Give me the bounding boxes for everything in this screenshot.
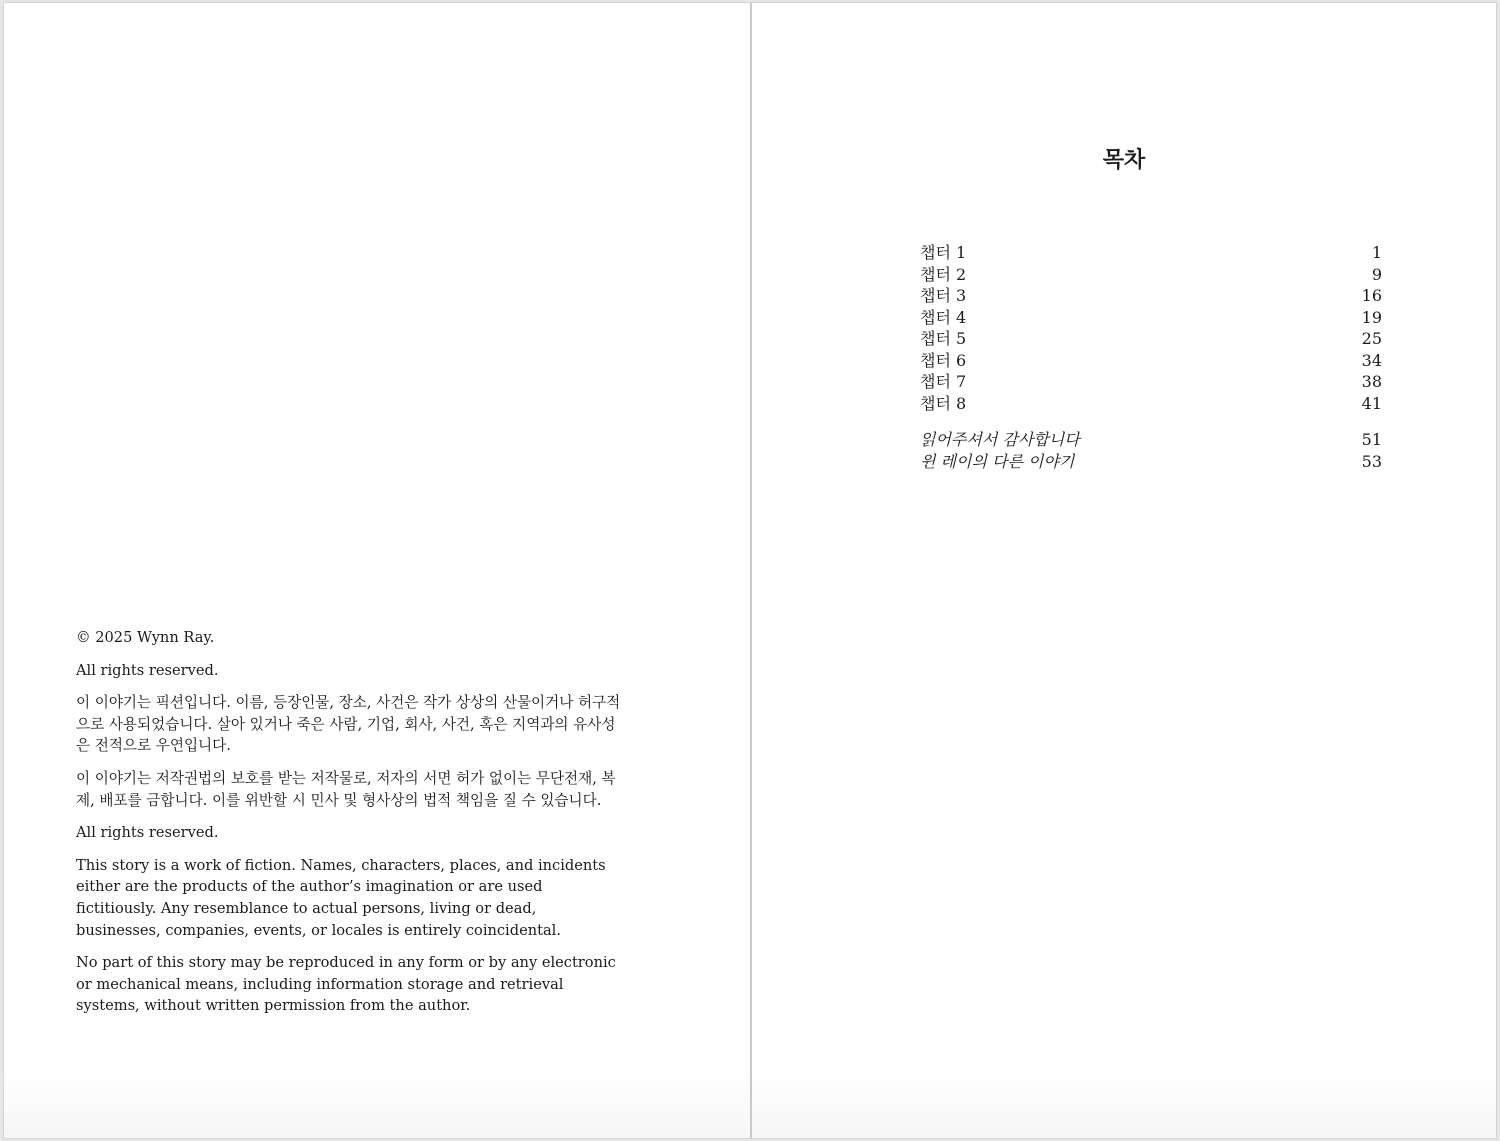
toc-entry-chapter-8[interactable] [920, 393, 1382, 415]
toc-entry-label: 챕터 3 [920, 286, 967, 305]
right-page [752, 3, 1496, 1138]
book-spread [3, 2, 1497, 1139]
toc-entry-page: 1 [1371, 243, 1382, 262]
copyright-line: © 2025 Wynn Ray. [76, 629, 215, 646]
toc-entry-page: 9 [1371, 264, 1382, 284]
toc-entry-label: 윈 레이의 다른 이야기 [920, 451, 1075, 471]
toc-section-gap [920, 414, 1382, 429]
rights-reserved-ko: All rights reserved. [76, 661, 219, 679]
toc-entry-chapter-5[interactable] [920, 328, 1382, 350]
toc-entry-page: 25 [1361, 329, 1382, 348]
toc-entry-chapter-1[interactable] [920, 242, 1382, 264]
fiction-disclaimer-ko: 이 이야기는 픽션입니다. 이름, 등장인물, 장소, 사건은 작가 상상의 산물이거나 허구적으로 사용되었습니다. 살아 있거나 죽은 사람, 기업, 회사, 사건, 혹은 지역과의 유사성은 전적으로 우연입니다. [76, 694, 621, 755]
toc-entry-chapter-2[interactable] [920, 264, 1382, 286]
toc-entry-chapter-3[interactable] [920, 285, 1382, 307]
toc-entry-page: 34 [1361, 350, 1382, 370]
toc-entry-label: 챕터 7 [920, 372, 967, 391]
toc-entry-page: 41 [1361, 393, 1382, 413]
table-of-contents [920, 242, 1382, 472]
toc-entry-label: 챕터 5 [920, 329, 967, 348]
toc-entry-page: 16 [1361, 286, 1382, 305]
toc-entry-page: 19 [1361, 307, 1382, 327]
toc-entry-label: 챕터 1 [920, 243, 967, 262]
left-page [4, 3, 750, 1138]
toc-entry-label: 읽어주셔서 감사합니다 [920, 430, 1080, 449]
toc-entry-chapter-7[interactable] [920, 371, 1382, 393]
legal-notice-ko: 이 이야기는 저작권법의 보호를 받는 저작물로, 저자의 서면 허가 없이는 무단전재, 복제, 배포를 금합니다. 이를 위반할 시 민사 및 형사상의 법적 책임을 질 수 있습니다. [76, 769, 616, 809]
toc-entry-other-stories[interactable] [920, 451, 1382, 473]
toc-entry-page: 51 [1361, 430, 1382, 449]
legal-notice-en: No part of this story may be reproduced in any form or by any electronic or mechanical means, including information storage and retrieval systems, without written permission from the author. [76, 954, 616, 1015]
toc-entry-chapter-4[interactable] [920, 307, 1382, 329]
toc-entry-chapter-6[interactable] [920, 350, 1382, 372]
copyright-block [76, 627, 624, 1028]
toc-entry-label: 챕터 4 [920, 307, 967, 327]
toc-entry-page: 53 [1361, 451, 1382, 471]
toc-entry-label: 챕터 6 [920, 350, 967, 370]
rights-reserved-en: All rights reserved. [76, 824, 219, 842]
toc-entry-thanks[interactable] [920, 429, 1382, 451]
toc-entry-label: 챕터 2 [920, 264, 967, 284]
toc-entry-label: 챕터 8 [920, 393, 967, 413]
fiction-disclaimer-en: This story is a work of fiction. Names, characters, places, and incidents either are the products of the author’s imagination or are used fictitiously. Any resemblance to actual persons, living or dead, businesses, companies, events, or locales is entirely coincidental. [76, 856, 606, 939]
toc-title: 목차 [1102, 148, 1146, 173]
toc-entry-page: 38 [1361, 372, 1382, 391]
